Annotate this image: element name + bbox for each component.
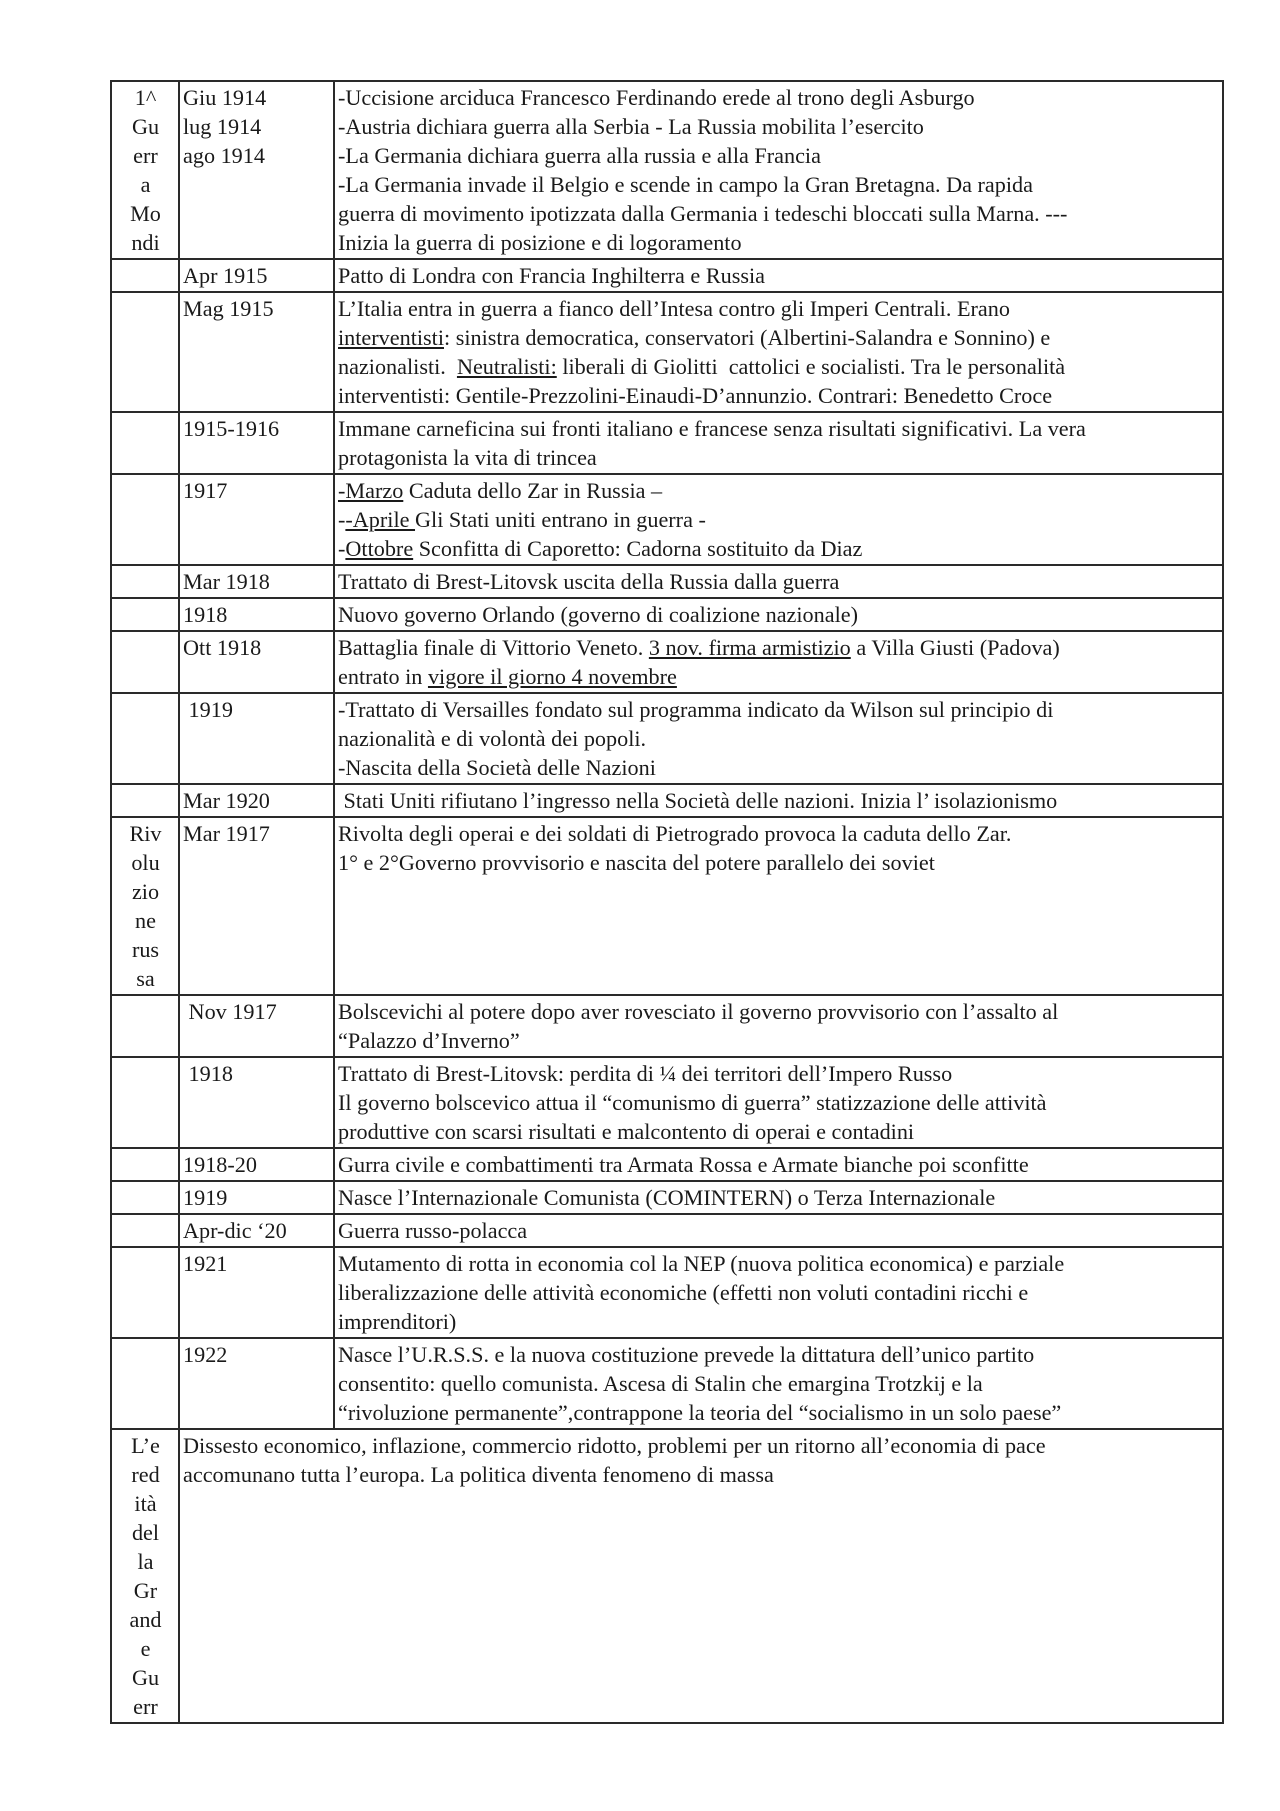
event-cell: L’Italia entra in guerra a fianco dell’Intesa contro gli Imperi Centrali. Erano interventisti: sinistra democratica, conservatori (Albertini-Salandra e Sonnino) e nazionalisti. Neutralisti: liberali di Giolitti cattolici e socialisti. Tra le personalità interventisti: Gentile-Prezzolini-Einaudi-D’annunzio. Contrari: Benedetto Croce (334, 292, 1223, 412)
event-cell: Trattato di Brest-Litovsk uscita della Russia dalla guerra (334, 565, 1223, 598)
table-row (111, 1181, 1223, 1214)
event-cell: Gurra civile e combattimenti tra Armata Rossa e Armate bianche poi sconfitte (334, 1148, 1223, 1181)
section-label-legacy-great-war: L’e red ità del la Gr and e Gu err (111, 1429, 179, 1723)
table-row (111, 259, 1223, 292)
empty-section-cell (111, 1247, 179, 1338)
event-cell-wide: Dissesto economico, inflazione, commercio ridotto, problemi per un ritorno all’economia di pace accomunano tutta l’europa. La politica diventa fenomeno di massa (179, 1429, 1223, 1723)
date-cell: Mar 1918 (179, 565, 334, 598)
underlined-term: 3 nov. firma armistizio (648, 635, 851, 660)
date-cell: 1921 (179, 1247, 334, 1338)
date-cell: Giu 1914 lug 1914 ago 1914 (179, 81, 334, 259)
underlined-term: Neutralisti: (456, 354, 557, 379)
event-cell: Stati Uniti rifiutano l’ingresso nella Società delle nazioni. Inizia l’ isolazionismo (334, 784, 1223, 817)
date-cell: 1918-20 (179, 1148, 334, 1181)
date-cell: 1918 (179, 1057, 334, 1148)
underlined-term: interventisti (338, 325, 444, 350)
table-row (111, 1247, 1223, 1338)
date-cell: 1917 (179, 474, 334, 565)
empty-section-cell (111, 292, 179, 412)
table-row (111, 1338, 1223, 1429)
table-row (111, 1148, 1223, 1181)
section-label-first-world-war: 1^ Gu err a Mo ndi (111, 81, 179, 259)
empty-section-cell (111, 565, 179, 598)
table-row (111, 817, 1223, 995)
underlined-term: -Aprile (345, 507, 416, 532)
event-cell: Nasce l’Internazionale Comunista (COMINTERN) o Terza Internazionale (334, 1181, 1223, 1214)
table-row (111, 565, 1223, 598)
empty-section-cell (111, 784, 179, 817)
event-cell: Immane carneficina sui fronti italiano e francese senza risultati significativi. La vera protagonista la vita di trincea (334, 412, 1223, 474)
date-cell: 1919 (179, 1181, 334, 1214)
date-cell: 1919 (179, 693, 334, 784)
event-cell: -Uccisione arciduca Francesco Ferdinando erede al trono degli Asburgo -Austria dichiara guerra alla Serbia - La Russia mobilita l’esercito -La Germania dichiara guerra alla russia e alla Francia -La Germania invade il Belgio e scende in campo la Gran Bretagna. Da rapida guerra di movimento ipotizzata dalla Germania i tedeschi bloccati sulla Marna. --- Inizia la guerra di posizione e di logoramento (334, 81, 1223, 259)
event-cell: Bolscevichi al potere dopo aver rovesciato il governo provvisorio con l’assalto al “Palazzo d’Inverno” (334, 995, 1223, 1057)
empty-section-cell (111, 598, 179, 631)
event-cell: -Marzo Caduta dello Zar in Russia – --Aprile Gli Stati uniti entrano in guerra - -Ottobre Sconfitta di Caporetto: Cadorna sostituito da Diaz (334, 474, 1223, 565)
table-row (111, 412, 1223, 474)
date-cell: Nov 1917 (179, 995, 334, 1057)
table-row (111, 292, 1223, 412)
table-row (111, 995, 1223, 1057)
table-row (111, 474, 1223, 565)
table-row (111, 1214, 1223, 1247)
empty-section-cell (111, 412, 179, 474)
empty-section-cell (111, 1181, 179, 1214)
event-cell: -Trattato di Versailles fondato sul programma indicato da Wilson sul principio di nazionalità e di volontà dei popoli. -Nascita della Società delle Nazioni (334, 693, 1223, 784)
date-cell: Ott 1918 (179, 631, 334, 693)
underlined-term: Ottobre (345, 536, 414, 561)
event-cell: Trattato di Brest-Litovsk: perdita di ¼ dei territori dell’Impero Russo Il governo bolscevico attua il “comunismo di guerra” statizzazione delle attività produttive con scarsi risultati e malcontento di operai e contadini (334, 1057, 1223, 1148)
empty-section-cell (111, 259, 179, 292)
event-cell: Battaglia finale di Vittorio Veneto. 3 nov. firma armistizio a Villa Giusti (Padova) entrato in vigore il giorno 4 novembre (334, 631, 1223, 693)
table-row (111, 1057, 1223, 1148)
empty-section-cell (111, 631, 179, 693)
event-cell: Mutamento di rotta in economia col la NEP (nuova politica economica) e parziale liberalizzazione delle attività economiche (effetti non voluti contadini ricchi e imprenditori) (334, 1247, 1223, 1338)
date-cell: 1922 (179, 1338, 334, 1429)
event-cell: Nuovo governo Orlando (governo di coalizione nazionale) (334, 598, 1223, 631)
table-row (111, 631, 1223, 693)
underlined-term: vigore il giorno 4 novembre (427, 664, 677, 689)
history-timeline-table (110, 80, 1224, 1724)
date-cell: 1918 (179, 598, 334, 631)
empty-section-cell (111, 474, 179, 565)
event-cell: Rivolta degli operai e dei soldati di Pietrogrado provoca la caduta dello Zar. 1° e 2°Governo provvisorio e nascita del potere parallelo dei soviet (334, 817, 1223, 995)
table-row (111, 693, 1223, 784)
empty-section-cell (111, 1148, 179, 1181)
empty-section-cell (111, 995, 179, 1057)
underlined-term: -Marzo (338, 478, 404, 503)
event-cell: Nasce l’U.R.S.S. e la nuova costituzione prevede la dittatura dell’unico partito consentito: quello comunista. Ascesa di Stalin che emargina Trotzkij e la “rivoluzione permanente”,contrappone la teoria del “socialismo in un solo paese” (334, 1338, 1223, 1429)
date-cell: 1915-1916 (179, 412, 334, 474)
date-cell: Mar 1917 (179, 817, 334, 995)
empty-section-cell (111, 1338, 179, 1429)
empty-section-cell (111, 693, 179, 784)
date-cell: Apr 1915 (179, 259, 334, 292)
table-row (111, 1429, 1223, 1723)
date-cell: Mag 1915 (179, 292, 334, 412)
table-row (111, 598, 1223, 631)
empty-section-cell (111, 1214, 179, 1247)
event-cell: Guerra russo-polacca (334, 1214, 1223, 1247)
event-cell: Patto di Londra con Francia Inghilterra e Russia (334, 259, 1223, 292)
table-row (111, 81, 1223, 259)
date-cell: Mar 1920 (179, 784, 334, 817)
section-label-russian-revolution: Riv olu zio ne rus sa (111, 817, 179, 995)
empty-section-cell (111, 1057, 179, 1148)
table-row (111, 784, 1223, 817)
date-cell: Apr-dic ‘20 (179, 1214, 334, 1247)
